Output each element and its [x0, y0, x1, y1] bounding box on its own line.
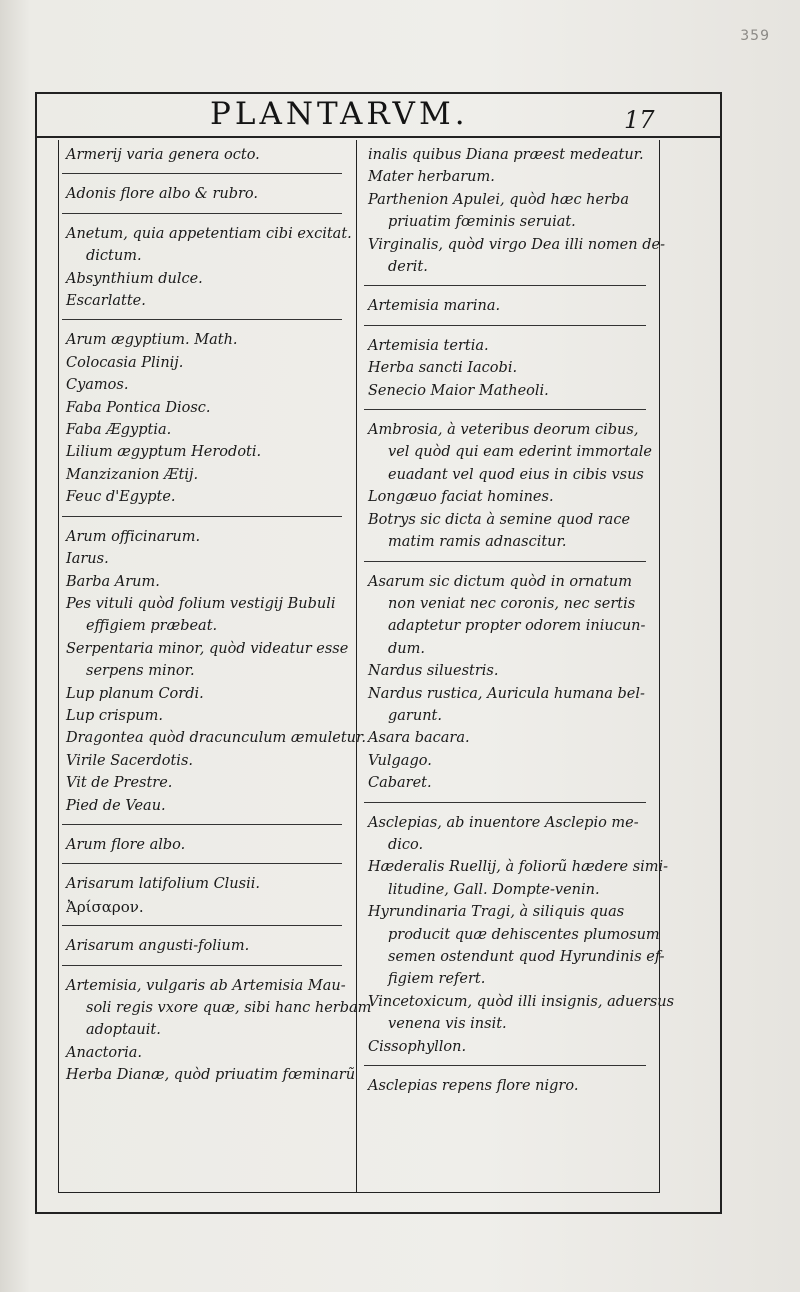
entry-line: Virginalis, quòd virgo Dea illi nomen de-	[368, 236, 665, 253]
entry-separator	[364, 325, 646, 326]
entry-line: Cyamos.	[66, 377, 129, 394]
entry-line: Ambrosia, à veteribus deorum cibus,	[368, 422, 639, 439]
entry-line: Faba Pontica Diosc.	[66, 399, 211, 416]
entry-line: Parthenion Apulei, quòd hæc herba	[368, 191, 629, 208]
entry-line: soli regis vxore quæ, sibi hanc herbam	[86, 1000, 372, 1016]
entry-block	[66, 873, 350, 918]
entry-line: Arum flore albo.	[66, 836, 186, 853]
entry-line: Asara bacara.	[368, 730, 470, 747]
entry-line: Mater herbarum.	[368, 169, 495, 186]
entry-line: Pied de Veau.	[66, 797, 166, 814]
entry-line: vel quòd qui eam ederint immortale	[388, 444, 652, 461]
entry-separator	[62, 516, 342, 517]
entry-separator	[364, 409, 646, 410]
entry-line: litudine, Gall. Dompte-venin.	[388, 881, 600, 898]
entry-line: Manzizanion Ætij.	[66, 466, 199, 483]
entry-line: adaptetur propter odorem iniucun-	[388, 618, 646, 635]
entry-separator	[364, 561, 646, 562]
entry-line: Botrys sic dicta à semine quod race	[368, 511, 631, 528]
entry-line: Barba Arum.	[66, 573, 160, 590]
entry-separator	[62, 319, 342, 320]
entry-block	[66, 526, 366, 817]
entry-line: Ἀρίσαρον.	[66, 897, 144, 916]
entry-line: Colocasia Plinij.	[66, 354, 184, 371]
entry-block	[368, 1075, 650, 1097]
entry-line: euadant vel quod eius in cibis vsus	[388, 466, 644, 483]
entry-line: Escarlatte.	[66, 293, 146, 310]
entry-line: Cabaret.	[368, 775, 432, 792]
entry-block	[66, 329, 350, 508]
entry-line: Asclepias, ab inuentore Asclepio me-	[368, 814, 639, 831]
entry-line: Adonis flore albo & rubro.	[66, 186, 259, 203]
entry-line: Serpentaria minor, quòd videatur esse	[66, 640, 349, 657]
entry-line: figiem refert.	[388, 971, 486, 988]
entry-separator	[62, 824, 342, 825]
right-column	[368, 144, 675, 1097]
entry-block	[368, 144, 665, 278]
entry-line: Nardus siluestris.	[368, 663, 499, 680]
entry-line: Arisarum angusti-folium.	[66, 938, 250, 955]
entry-block	[66, 183, 350, 205]
entry-line: dictum.	[86, 248, 142, 265]
entry-line: adoptauit.	[86, 1022, 161, 1039]
entry-block	[66, 223, 350, 313]
entry-line: Lup crispum.	[66, 707, 163, 724]
entry-separator	[364, 1065, 646, 1066]
entry-line: Dragontea quòd dracunculum æmuletur.	[66, 730, 366, 747]
entry-block	[368, 295, 650, 317]
entry-line: Vit de Prestre.	[66, 775, 173, 792]
entry-line: Vincetoxicum, quòd illi insignis, aduersus	[368, 993, 675, 1010]
entry-line: Herba sancti Iacobi.	[368, 360, 518, 377]
column-divider	[356, 140, 357, 1192]
entry-block	[368, 419, 650, 553]
entry-line: Asclepias repens flore nigro.	[368, 1078, 579, 1095]
entry-block	[66, 834, 350, 856]
entry-line: Artemisia, vulgaris ab Artemisia Mau-	[66, 977, 346, 994]
entry-line: Hyrundinaria Tragi, à siliquis quas	[368, 904, 625, 921]
entry-line: Longæuo faciat homines.	[368, 489, 554, 506]
header-rule	[35, 136, 720, 138]
entry-separator	[62, 863, 342, 864]
entry-line: Vulgago.	[368, 752, 432, 769]
entry-line: matim ramis adnascitur.	[388, 534, 567, 551]
entry-line: Armerij varia genera octo.	[66, 147, 260, 163]
entry-line: Cissophyllon.	[368, 1038, 467, 1055]
entry-line: Artemisia marina.	[368, 298, 501, 315]
entry-line: Arisarum latifolium Clusii.	[66, 876, 260, 893]
entry-line: effigiem præbeat.	[86, 618, 218, 635]
page-number: 17	[624, 106, 655, 134]
entry-line: Artemisia tertia.	[368, 337, 489, 354]
entry-block	[368, 571, 650, 795]
entry-line: Herba Dianæ, quòd priuatim fœminarũ	[66, 1067, 356, 1084]
entry-separator	[62, 213, 342, 214]
entry-block	[66, 975, 372, 1087]
entry-separator	[62, 173, 342, 174]
entry-line: Iarus.	[66, 551, 109, 568]
entry-line: Lilium ægyptum Herodoti.	[66, 444, 262, 461]
running-head: PLANTARVM.	[210, 96, 469, 132]
entry-separator	[364, 802, 646, 803]
entry-line: Anetum, quia appetentiam cibi excitat.	[66, 225, 352, 242]
entry-line: priuatim fœminis seruiat.	[388, 214, 576, 231]
entry-line: Lup planum Cordi.	[66, 685, 204, 702]
entry-line: garunt.	[388, 707, 442, 724]
entry-line: serpens minor.	[86, 663, 195, 680]
entry-line: dum.	[388, 640, 425, 657]
entry-block	[368, 812, 675, 1058]
entry-block	[66, 144, 350, 166]
entry-line: Arum ægyptium. Math.	[66, 332, 238, 349]
entry-line: derit.	[388, 259, 428, 276]
entry-line: dico.	[388, 836, 424, 853]
entry-line: non veniat nec coronis, nec sertis	[388, 595, 636, 612]
entry-line: Arum officinarum.	[66, 528, 201, 545]
entry-separator	[62, 965, 342, 966]
entry-line: inalis quibus Diana præest medeatur.	[368, 147, 644, 163]
entry-block	[66, 935, 350, 957]
entry-line: Pes vituli quòd folium vestigij Bubuli	[66, 595, 336, 612]
entry-line: producit quæ dehiscentes plumosum	[388, 926, 660, 943]
left-column	[66, 144, 372, 1087]
entry-line: Nardus rustica, Auricula humana bel-	[368, 685, 645, 702]
entry-line: Senecio Maior Matheoli.	[368, 382, 549, 399]
entry-separator	[364, 285, 646, 286]
corner-page-number: 359	[740, 28, 770, 44]
entry-line: Virile Sacerdotis.	[66, 752, 193, 769]
entry-line: Feuc d'Egypte.	[66, 489, 176, 506]
entry-line: semen ostendunt quod Hyrundinis ef-	[388, 949, 665, 965]
entry-line: venena vis insit.	[388, 1016, 507, 1033]
entry-line: Faba Ægyptia.	[66, 422, 172, 439]
entry-line: Asarum sic dictum quòd in ornatum	[368, 573, 632, 590]
entry-line: Absynthium dulce.	[66, 270, 203, 287]
entry-block	[368, 335, 650, 402]
entry-line: Anactoria.	[66, 1044, 142, 1061]
entry-line: Hæderalis Ruellij, à foliorũ hædere simi-	[368, 859, 669, 876]
entry-separator	[62, 925, 342, 926]
